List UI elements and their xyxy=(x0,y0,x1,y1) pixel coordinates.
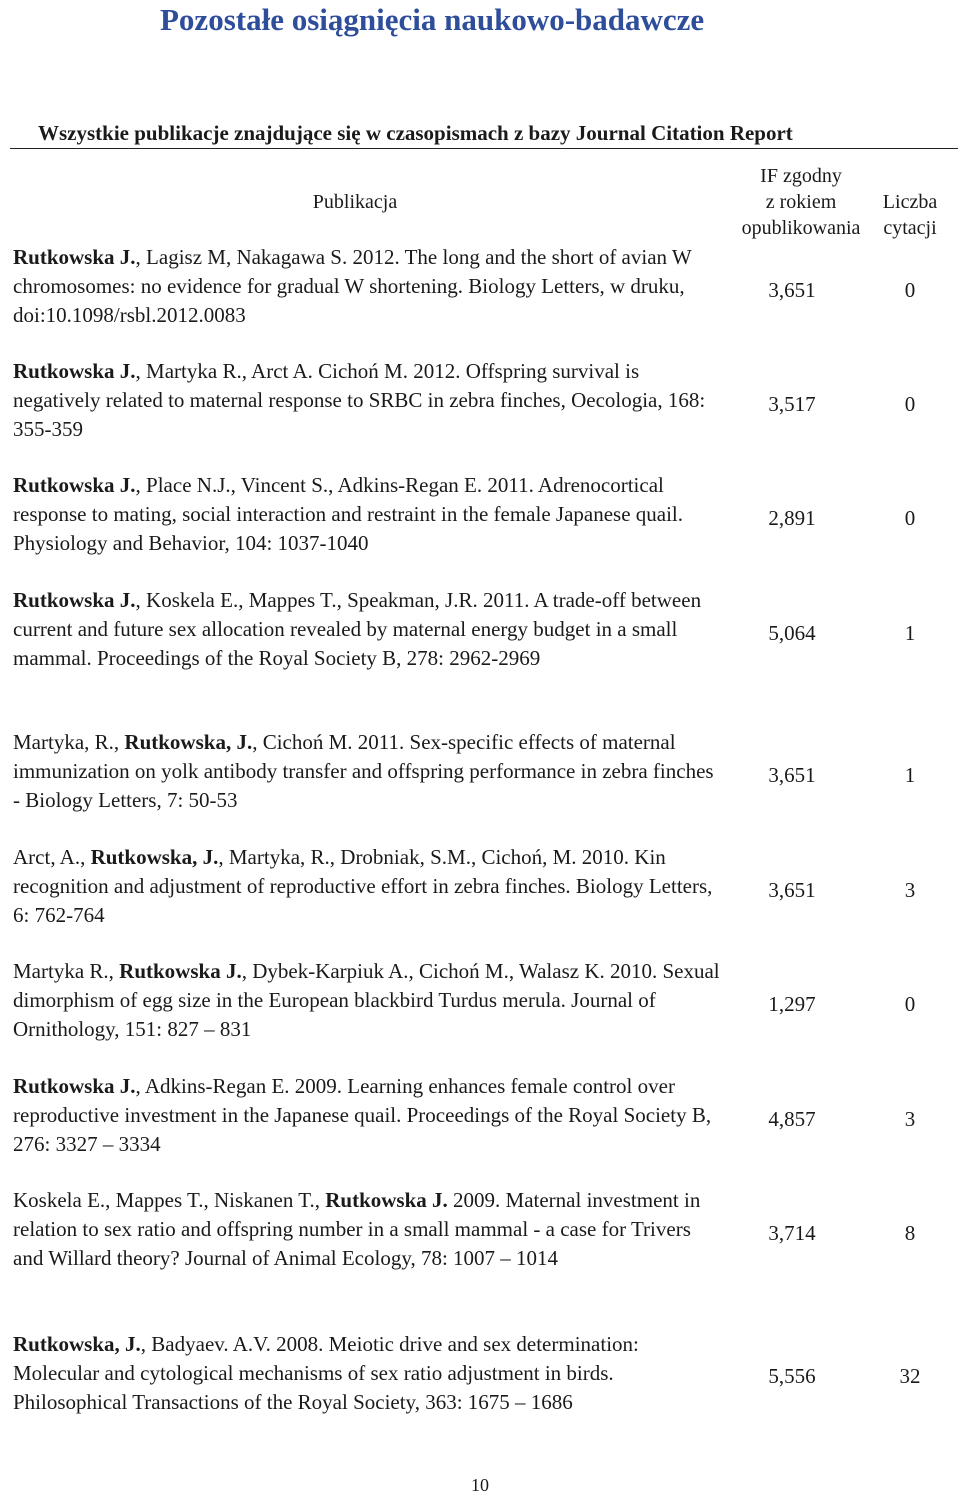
citation-highlighted-author: Rutkowska J. xyxy=(13,473,136,497)
citation-text: , Cichoń M. 2011. Sex-specific effects of maternal immunization on yolk antibody transfer and offspring performance in zebra finches - Biology Letters, 7: 50-53 xyxy=(13,730,714,812)
publication-entry xyxy=(13,843,725,930)
publication-entry xyxy=(13,728,725,815)
publication-entry xyxy=(13,586,725,673)
publication-entry xyxy=(13,1330,725,1417)
citation-text: , Place N.J., Vincent S., Adkins-Regan E. 2011. Adrenocortical response to mating, social interaction and restraint in the female Japanese quail. Physiology and Behavior, 104: 1037-1040 xyxy=(13,473,684,555)
citation-authors-lead: Arct, A., xyxy=(13,845,91,869)
impact-factor-value: 4,857 xyxy=(768,1107,816,1131)
impact-factor-value: 1,297 xyxy=(768,992,816,1016)
header-citations-line: Liczba xyxy=(882,191,938,213)
header-impact-factor xyxy=(736,163,866,241)
impact-factor-value: 3,714 xyxy=(768,1221,816,1245)
impact-factor-value: 2,891 xyxy=(768,506,816,530)
citation-count: 1 xyxy=(904,763,916,787)
publication-entry xyxy=(13,957,725,1044)
citation-count: 0 xyxy=(904,278,916,302)
publication-entry xyxy=(13,357,725,444)
citation-count: 0 xyxy=(904,992,916,1016)
citation-count: 8 xyxy=(904,1221,916,1245)
citation-highlighted-author: Rutkowska J. xyxy=(13,588,136,612)
citation-highlighted-author: Rutkowska, J. xyxy=(90,845,219,869)
page-number: 10 xyxy=(471,1475,489,1495)
impact-factor-value: 3,651 xyxy=(768,278,816,302)
page-title: Pozostałe osiągnięcia naukowo-badawcze xyxy=(160,2,705,37)
citation-text: 2009. Maternal investment in relation to sex ratio and offspring number in a small mammal - a case for Trivers and Willard theory? Journal of Animal Ecology, 78: 1007 – 1014 xyxy=(13,1188,701,1270)
impact-factor-value: 3,651 xyxy=(768,878,816,902)
citation-authors-lead: Martyka, R., xyxy=(13,730,125,754)
citation-text: , Badyaev. A.V. 2008. Meiotic drive and sex determination: Molecular and cytological mechanisms of sex ratio adjustment in birds. Philosophical Transactions of the Royal Society, 363: 1675 – 1686 xyxy=(13,1332,639,1414)
citation-text: , Koskela E., Mappes T., Speakman, J.R. 2011. A trade-off between current and future sex allocation revealed by maternal energy budget in a small mammal. Proceedings of the Royal Society B, 278: 2962-2969 xyxy=(13,588,702,670)
header-citations-line: cytacji xyxy=(883,217,937,239)
citation-highlighted-author: Rutkowska, J. xyxy=(13,1332,141,1356)
citation-text: , Adkins-Regan E. 2009. Learning enhances female control over reproductive investment in the Japanese quail. Proceedings of the Royal Society B, 276: 3327 – 3334 xyxy=(13,1074,712,1156)
publication-entry xyxy=(13,1186,725,1273)
citation-highlighted-author: Rutkowska J. xyxy=(13,245,136,269)
header-if-line: opublikowania xyxy=(741,217,861,239)
citation-highlighted-author: Rutkowska J. xyxy=(119,959,242,983)
citation-highlighted-author: Rutkowska J. xyxy=(13,359,136,383)
citation-authors-lead: Koskela E., Mappes T., Niskanen T., xyxy=(13,1188,326,1212)
publication-citation xyxy=(13,843,725,930)
publication-entry xyxy=(13,243,725,330)
impact-factor-value: 5,556 xyxy=(768,1364,816,1388)
section-title: Wszystkie publikacje znajdujące się w czasopismach z bazy Journal Citation Report xyxy=(38,121,793,145)
publication-citation xyxy=(13,471,725,558)
citation-count: 0 xyxy=(904,506,916,530)
citation-text: , Lagisz M, Nakagawa S. 2012. The long and the short of avian W chromosomes: no evidence for gradual W shortening. Biology Letters, w druku, doi:10.1098/rsbl.2012.0083 xyxy=(13,245,692,327)
header-if-line: z rokiem xyxy=(765,191,837,213)
citation-highlighted-author: Rutkowska, J. xyxy=(124,730,253,754)
publication-citation xyxy=(13,728,725,815)
impact-factor-value: 3,517 xyxy=(768,392,816,416)
citation-authors-lead: Martyka R., xyxy=(13,959,120,983)
publication-citation xyxy=(13,243,725,330)
publication-citation xyxy=(13,1186,725,1273)
citation-count: 32 xyxy=(899,1364,921,1388)
header-publication: Publikacja xyxy=(312,191,398,213)
publication-citation xyxy=(13,1330,725,1417)
header-if-line: IF zgodny xyxy=(760,165,842,187)
publication-citation xyxy=(13,357,725,444)
publication-entry xyxy=(13,471,725,558)
header-rule xyxy=(10,148,958,149)
citation-highlighted-author: Rutkowska J. xyxy=(13,1074,136,1098)
publication-entry xyxy=(13,1072,725,1159)
citation-count: 0 xyxy=(904,392,916,416)
impact-factor-value: 5,064 xyxy=(768,621,816,645)
citation-count: 1 xyxy=(904,621,916,645)
publication-citation xyxy=(13,957,725,1044)
citation-count: 3 xyxy=(904,878,916,902)
publication-citation xyxy=(13,1072,725,1159)
citation-highlighted-author: Rutkowska J. xyxy=(325,1188,448,1212)
citation-text: , Martyka, R., Drobniak, S.M., Cichoń, M. 2010. Kin recognition and adjustment of reproductive effort in zebra finches. Biology Letters, 6: 762-764 xyxy=(13,845,713,927)
citation-text: , Dybek-Karpiuk A., Cichoń M., Walasz K. 2010. Sexual dimorphism of egg size in the European blackbird Turdus merula. Journal of Ornithology, 151: 827 – 831 xyxy=(13,959,720,1041)
publication-citation xyxy=(13,586,725,673)
impact-factor-value: 3,651 xyxy=(768,763,816,787)
citation-text: , Martyka R., Arct A. Cichoń M. 2012. Offspring survival is negatively related to maternal response to SRBC in zebra finches, Oecologia, 168: 355-359 xyxy=(13,359,706,441)
header-citations xyxy=(874,189,946,241)
citation-count: 3 xyxy=(904,1107,916,1131)
